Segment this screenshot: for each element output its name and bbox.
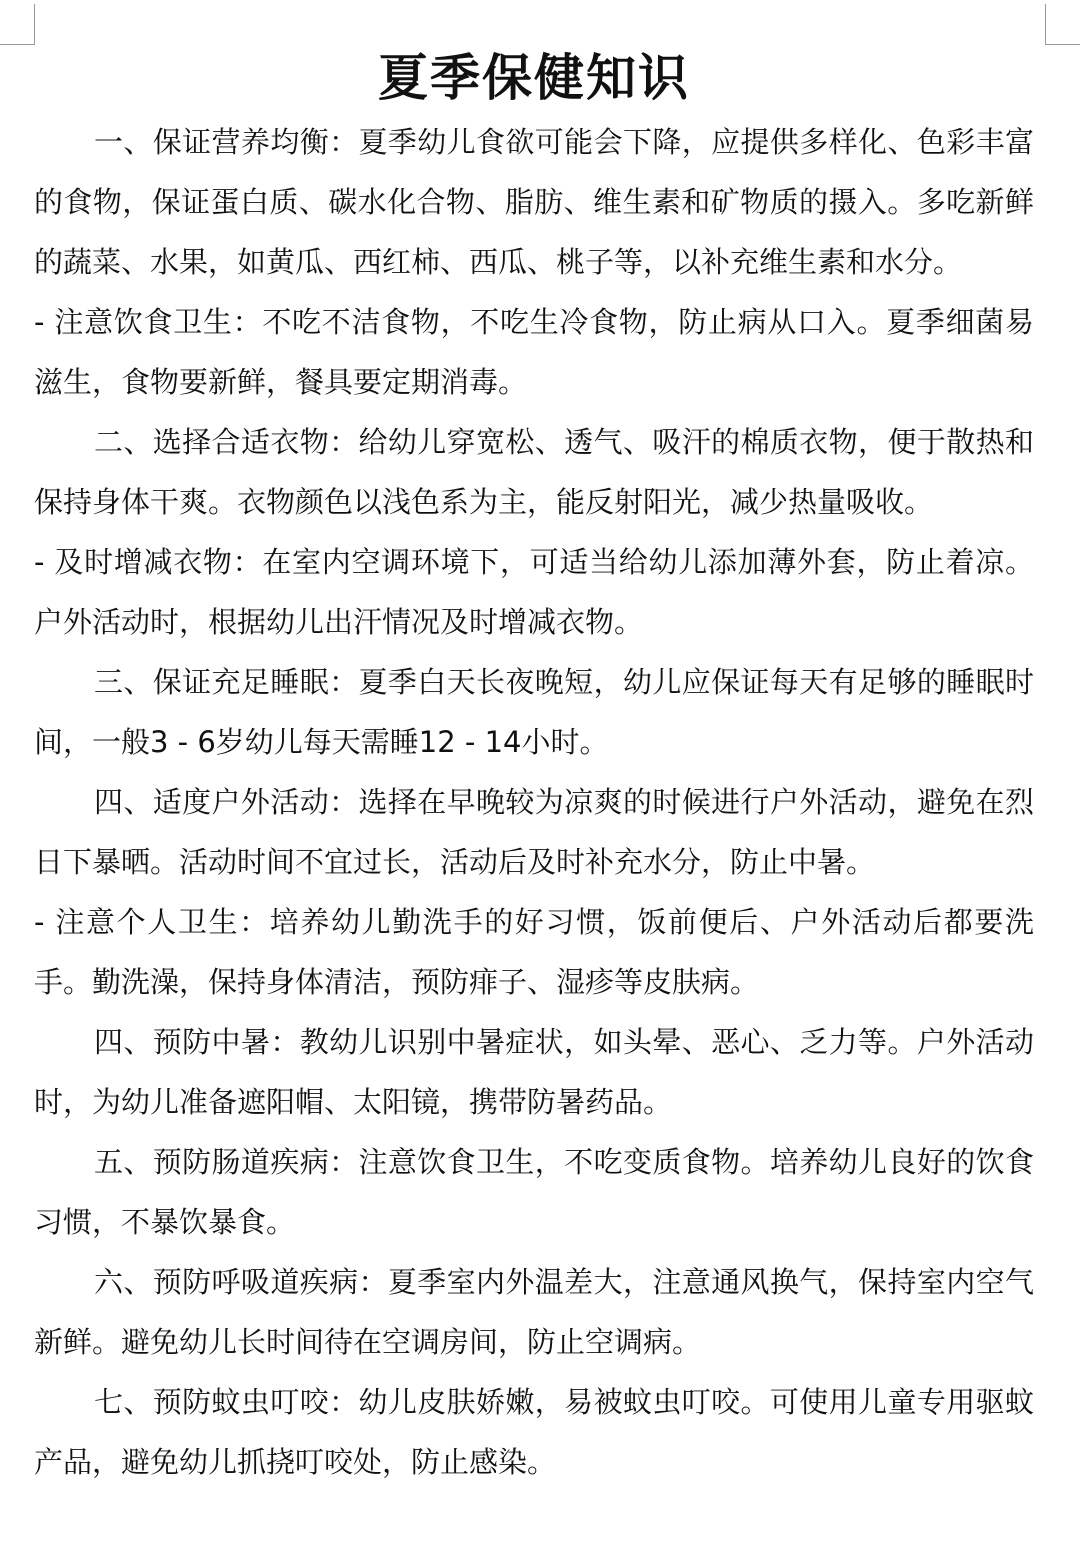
paragraph-personal-hygiene: - 注意个人卫生：培养幼儿勤洗手的好习惯，饭前便后、户外活动后都要洗手。勤洗澡，保持身体清洁，预防痱子、湿疹等皮肤病。	[34, 905, 1034, 999]
paragraph-nutrition: 一、保证营养均衡：夏季幼儿食欲可能会下降，应提供多样化、色彩丰富的食物，保证蛋白质、碳水化合物、脂肪、维生素和矿物质的摄入。多吃新鲜的蔬菜、水果，如黄瓜、西红柿、西瓜、桃子等，以补充维生素和水分。	[34, 125, 1034, 279]
paragraph-respiratory-disease: 六、预防呼吸道疾病：夏季室内外温差大，注意通风换气，保持室内空气新鲜。避免幼儿长时间待在空调房间，防止空调病。	[34, 1265, 1034, 1359]
paragraph-outdoor-activity: 四、适度户外活动：选择在早晚较为凉爽的时候进行户外活动，避免在烈日下暴晒。活动时间不宜过长，活动后及时补充水分，防止中暑。	[34, 785, 1034, 879]
paragraph-sleep: 三、保证充足睡眠：夏季白天长夜晚短，幼儿应保证每天有足够的睡眠时间，一般3 - 6岁幼儿每天需睡12 - 14小时。	[34, 665, 1034, 759]
document-title: 夏季保健知识	[378, 49, 690, 107]
paragraph-adjust-clothing: - 及时增减衣物：在室内空调环境下，可适当给幼儿添加薄外套，防止着凉。户外活动时，根据幼儿出汗情况及时增减衣物。	[34, 545, 1034, 639]
document-page	[34, 44, 1034, 1492]
paragraph-intestinal-disease: 五、预防肠道疾病：注意饮食卫生，不吃变质食物。培养幼儿良好的饮食习惯，不暴饮暴食。	[34, 1145, 1034, 1239]
paragraph-heatstroke: 四、预防中暑：教幼儿识别中暑症状，如头晕、恶心、乏力等。户外活动时，为幼儿准备遮阳帽、太阳镜，携带防暑药品。	[34, 1025, 1034, 1119]
paragraph-food-hygiene: - 注意饮食卫生：不吃不洁食物，不吃生冷食物，防止病从口入。夏季细菌易滋生，食物要新鲜，餐具要定期消毒。	[34, 305, 1034, 399]
paragraph-mosquito-bites: 七、预防蚊虫叮咬：幼儿皮肤娇嫩，易被蚊虫叮咬。可使用儿童专用驱蚊产品，避免幼儿抓挠叮咬处，防止感染。	[34, 1385, 1034, 1479]
page-corner-mark-top-left	[0, 4, 35, 45]
paragraph-clothing: 二、选择合适衣物：给幼儿穿宽松、透气、吸汗的棉质衣物，便于散热和保持身体干爽。衣物颜色以浅色系为主，能反射阳光，减少热量吸收。	[34, 425, 1034, 519]
page-corner-mark-top-right	[1045, 4, 1080, 45]
